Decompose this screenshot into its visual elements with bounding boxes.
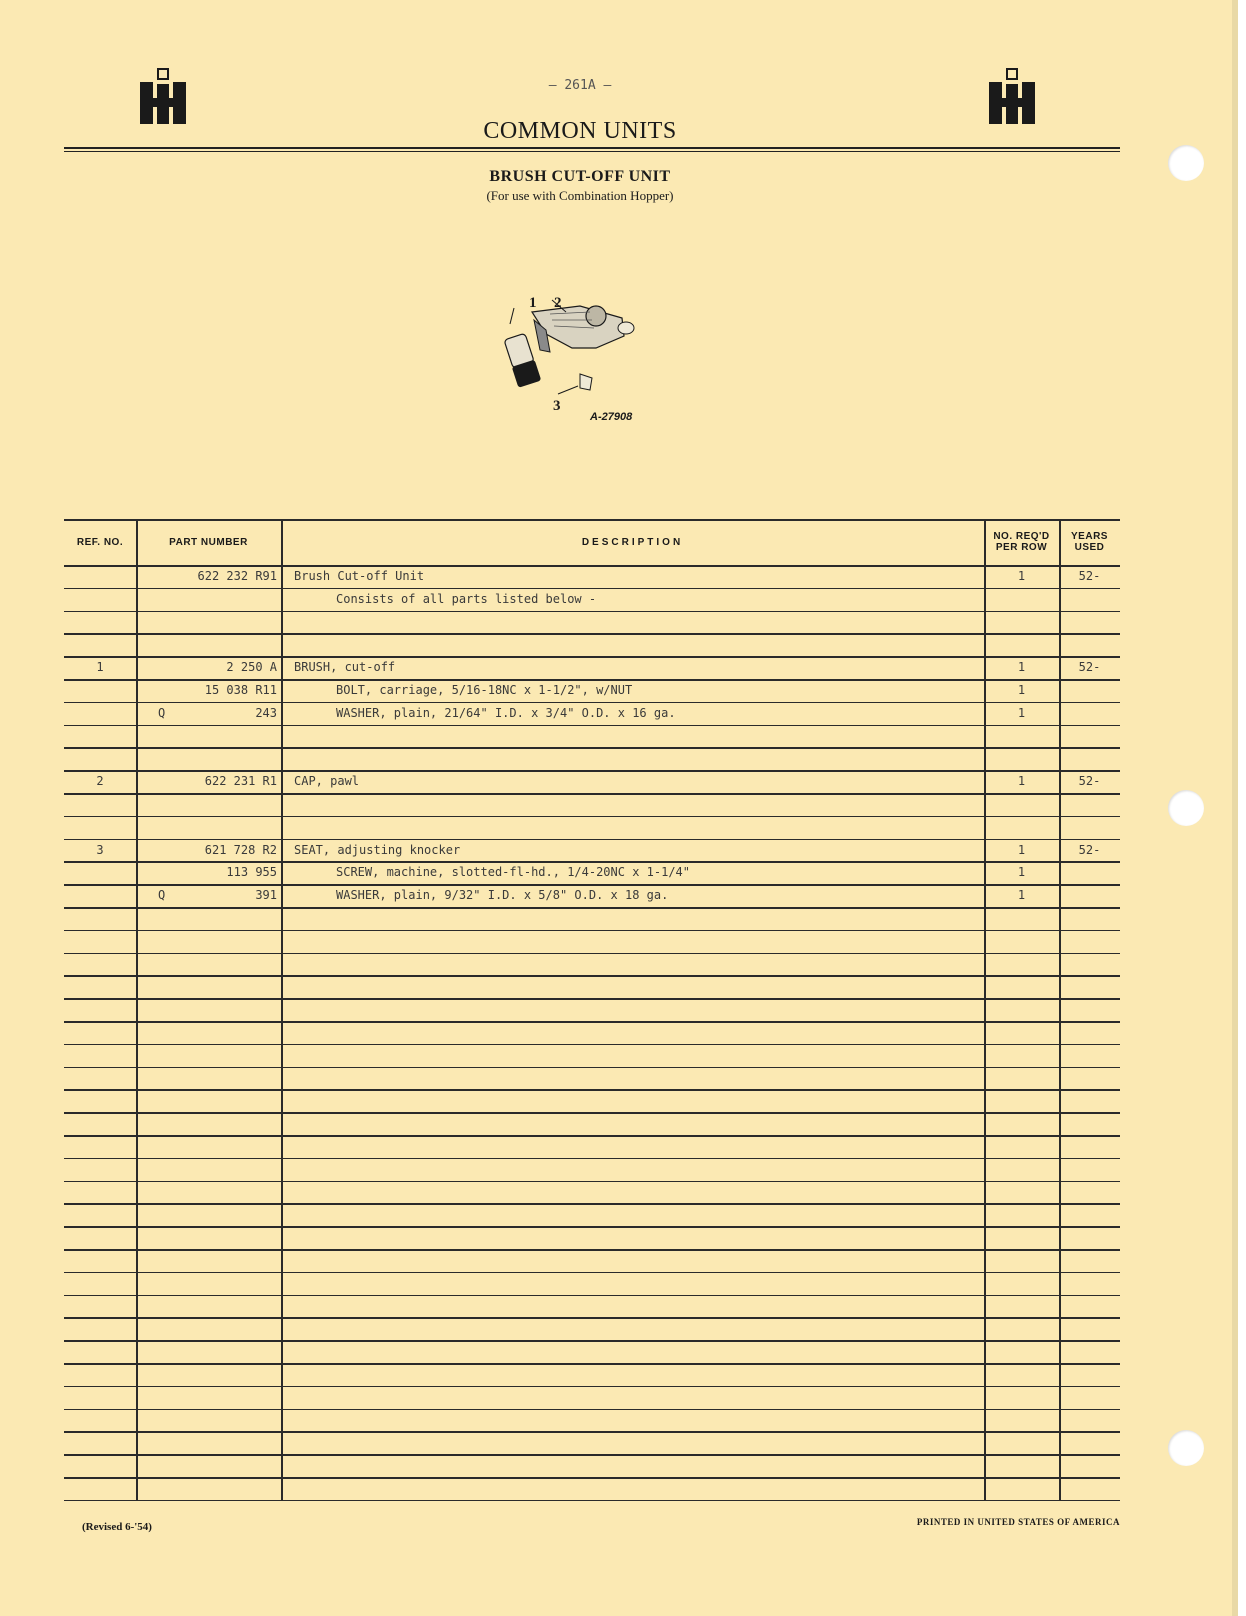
qty-cell	[984, 747, 1059, 770]
ref-no-cell	[64, 702, 136, 725]
row-rule	[64, 1203, 1120, 1205]
row-rule	[64, 1021, 1120, 1023]
ref-no-cell: 1	[96, 660, 104, 675]
header-years: YEARS USED	[1071, 531, 1108, 553]
table-row	[64, 861, 1120, 884]
row-rule	[64, 1158, 1120, 1160]
years-cell	[1059, 679, 1120, 702]
title-rule	[64, 151, 1120, 152]
table-row	[64, 588, 1120, 611]
table-row	[64, 565, 1120, 588]
part-number-cell: 622 232 R91	[197, 569, 277, 583]
illustration-code: A-27908	[590, 411, 633, 423]
years-cell	[1059, 747, 1120, 770]
section-title: COMMON UNITS	[483, 118, 677, 144]
qualifier-cell: Q	[158, 705, 166, 720]
page-number: – 261A –	[548, 78, 612, 93]
years-cell: 52-	[1078, 842, 1101, 857]
row-rule	[64, 770, 1120, 772]
table-row	[64, 747, 1120, 770]
row-rule	[64, 1249, 1120, 1251]
header-qty: NO. REQ'D PER ROW	[993, 531, 1050, 553]
row-rule	[64, 702, 1120, 704]
row-rule	[64, 1454, 1120, 1456]
years-cell	[1059, 793, 1120, 816]
row-rule	[64, 1181, 1120, 1183]
table-row	[64, 884, 1120, 907]
part-number-cell	[136, 816, 281, 839]
row-rule	[64, 839, 1120, 841]
qty-cell	[984, 633, 1059, 656]
table-row	[64, 633, 1120, 656]
title-rule	[64, 147, 1120, 149]
qty-cell	[984, 725, 1059, 748]
part-number-cell: 621 728 R2	[204, 842, 277, 857]
part-number-cell	[136, 588, 281, 611]
callout-2: 2	[554, 295, 562, 311]
header-ref-no: REF. NO.	[76, 536, 124, 548]
description-cell: BOLT, carriage, 5/16-18NC x 1-1/2", w/NUT	[336, 683, 633, 697]
part-number-cell	[136, 793, 281, 816]
table-row	[64, 702, 1120, 725]
ref-no-cell	[64, 611, 136, 634]
table-row	[64, 725, 1120, 748]
description-cell: WASHER, plain, 9/32" I.D. x 5/8" O.D. x 18 ga.	[336, 888, 669, 903]
row-rule	[64, 930, 1120, 932]
qty-cell	[984, 611, 1059, 634]
years-cell	[1059, 816, 1120, 839]
printed-note: PRINTED IN UNITED STATES OF AMERICA	[916, 1517, 1120, 1527]
row-rule	[64, 1317, 1120, 1319]
table-row	[64, 816, 1120, 839]
years-cell: 52-	[1078, 774, 1101, 789]
qty-cell: 1	[1017, 705, 1026, 720]
callout-3: 3	[553, 398, 561, 414]
table-row	[64, 679, 1120, 702]
years-cell	[1059, 725, 1120, 748]
callout-1: 1	[529, 295, 537, 311]
ref-no-cell	[64, 588, 136, 611]
years-cell: 52-	[1078, 660, 1101, 675]
ref-no-cell	[64, 816, 136, 839]
row-rule	[64, 1409, 1120, 1411]
table-row	[64, 793, 1120, 816]
revision-note: (Revised 6-'54)	[82, 1521, 152, 1533]
row-rule	[64, 1295, 1120, 1297]
row-rule	[64, 1340, 1120, 1342]
column-rule	[1059, 519, 1061, 1500]
header-description: DESCRIPTION	[581, 536, 684, 548]
row-rule	[64, 656, 1120, 658]
row-rule	[64, 611, 1120, 613]
binder-hole	[1168, 790, 1204, 826]
table-row	[64, 656, 1120, 679]
row-rule	[64, 816, 1120, 818]
qty-cell: 1	[1017, 888, 1026, 903]
ref-no-cell	[64, 633, 136, 656]
row-rule	[64, 565, 1120, 567]
row-rule	[64, 1363, 1120, 1365]
qty-cell: 1	[1017, 683, 1026, 697]
description-cell: CAP, pawl	[294, 774, 360, 789]
ref-no-cell	[64, 747, 136, 770]
row-rule	[64, 725, 1120, 727]
years-cell	[1059, 861, 1120, 884]
row-rule	[64, 588, 1120, 590]
ref-no-cell	[64, 793, 136, 816]
part-number-cell: 15 038 R11	[204, 683, 277, 697]
description-cell: Brush Cut-off Unit	[294, 569, 425, 583]
qty-cell: 1	[1017, 660, 1026, 675]
table-row	[64, 770, 1120, 793]
row-rule	[64, 1386, 1120, 1388]
description-cell	[294, 725, 1044, 748]
row-rule	[64, 1089, 1120, 1091]
column-rule	[984, 519, 986, 1500]
row-rule	[64, 998, 1120, 1000]
part-number-cell: 243	[255, 705, 277, 720]
unit-caption: (For use with Combination Hopper)	[486, 188, 674, 203]
description-cell: SCREW, machine, slotted-fl-hd., 1/4-20NC x 1-1/4"	[336, 865, 691, 880]
brush-cutoff-parts-illustration	[480, 290, 680, 430]
row-rule	[64, 1112, 1120, 1114]
qty-cell	[984, 816, 1059, 839]
row-rule	[64, 975, 1120, 977]
description-cell	[294, 816, 1044, 839]
ref-no-cell	[64, 565, 136, 588]
header-part-number: PART NUMBER	[169, 536, 248, 548]
ref-no-cell	[64, 884, 136, 907]
column-rule	[136, 519, 138, 1500]
years-cell	[1059, 588, 1120, 611]
part-number-cell: 391	[255, 888, 277, 903]
description-cell	[294, 747, 1044, 770]
row-rule	[64, 679, 1120, 681]
row-rule	[64, 1067, 1120, 1069]
row-rule	[64, 1044, 1120, 1046]
part-number-cell: 113 955	[226, 865, 277, 880]
row-rule	[64, 1431, 1120, 1433]
part-number-cell	[136, 611, 281, 634]
table-row	[64, 839, 1120, 862]
part-number-cell: 622 231 R1	[204, 774, 277, 789]
years-cell	[1059, 884, 1120, 907]
unit-title: BRUSH CUT-OFF UNIT	[489, 168, 671, 185]
qty-cell	[984, 793, 1059, 816]
ref-no-cell	[64, 861, 136, 884]
ref-no-cell: 3	[96, 842, 104, 857]
ih-logo-icon	[140, 68, 186, 124]
qualifier-cell: Q	[158, 888, 166, 903]
row-rule	[64, 953, 1120, 955]
row-rule	[64, 1226, 1120, 1228]
ref-no-cell	[64, 679, 136, 702]
table-row	[64, 611, 1120, 634]
parts-table	[64, 519, 1120, 1516]
row-rule	[64, 884, 1120, 886]
part-number-cell	[136, 747, 281, 770]
binder-hole	[1168, 145, 1204, 181]
qty-cell	[984, 588, 1059, 611]
description-cell: BRUSH, cut-off	[294, 660, 396, 675]
binder-hole	[1168, 1430, 1204, 1466]
qty-cell: 1	[1017, 865, 1026, 880]
row-rule	[64, 633, 1120, 635]
qty-cell: 1	[1017, 842, 1026, 857]
row-rule	[64, 747, 1120, 749]
ref-no-cell: 2	[96, 774, 104, 789]
qty-cell: 1	[1017, 569, 1026, 583]
qty-cell: 1	[1017, 774, 1026, 789]
years-cell	[1059, 633, 1120, 656]
description-cell	[294, 611, 1044, 634]
row-rule	[64, 907, 1120, 909]
part-number-cell	[136, 633, 281, 656]
description-cell: SEAT, adjusting knocker	[294, 842, 461, 857]
description-cell: Consists of all parts listed below -	[336, 591, 597, 606]
description-cell	[294, 793, 1044, 816]
part-number-cell	[136, 725, 281, 748]
part-number-cell: 2 250 A	[226, 660, 277, 675]
years-cell	[1059, 611, 1120, 634]
row-rule	[64, 1272, 1120, 1274]
description-cell	[294, 633, 1044, 656]
row-rule	[64, 1500, 1120, 1502]
years-cell: 52-	[1078, 569, 1101, 583]
row-rule	[64, 1135, 1120, 1137]
ref-no-cell	[64, 725, 136, 748]
row-rule	[64, 861, 1120, 863]
column-rule	[281, 519, 283, 1500]
years-cell	[1059, 702, 1120, 725]
description-cell: WASHER, plain, 21/64" I.D. x 3/4" O.D. x 16 ga.	[336, 705, 676, 720]
row-rule	[64, 793, 1120, 795]
ih-logo-icon	[989, 68, 1035, 124]
row-rule	[64, 1477, 1120, 1479]
